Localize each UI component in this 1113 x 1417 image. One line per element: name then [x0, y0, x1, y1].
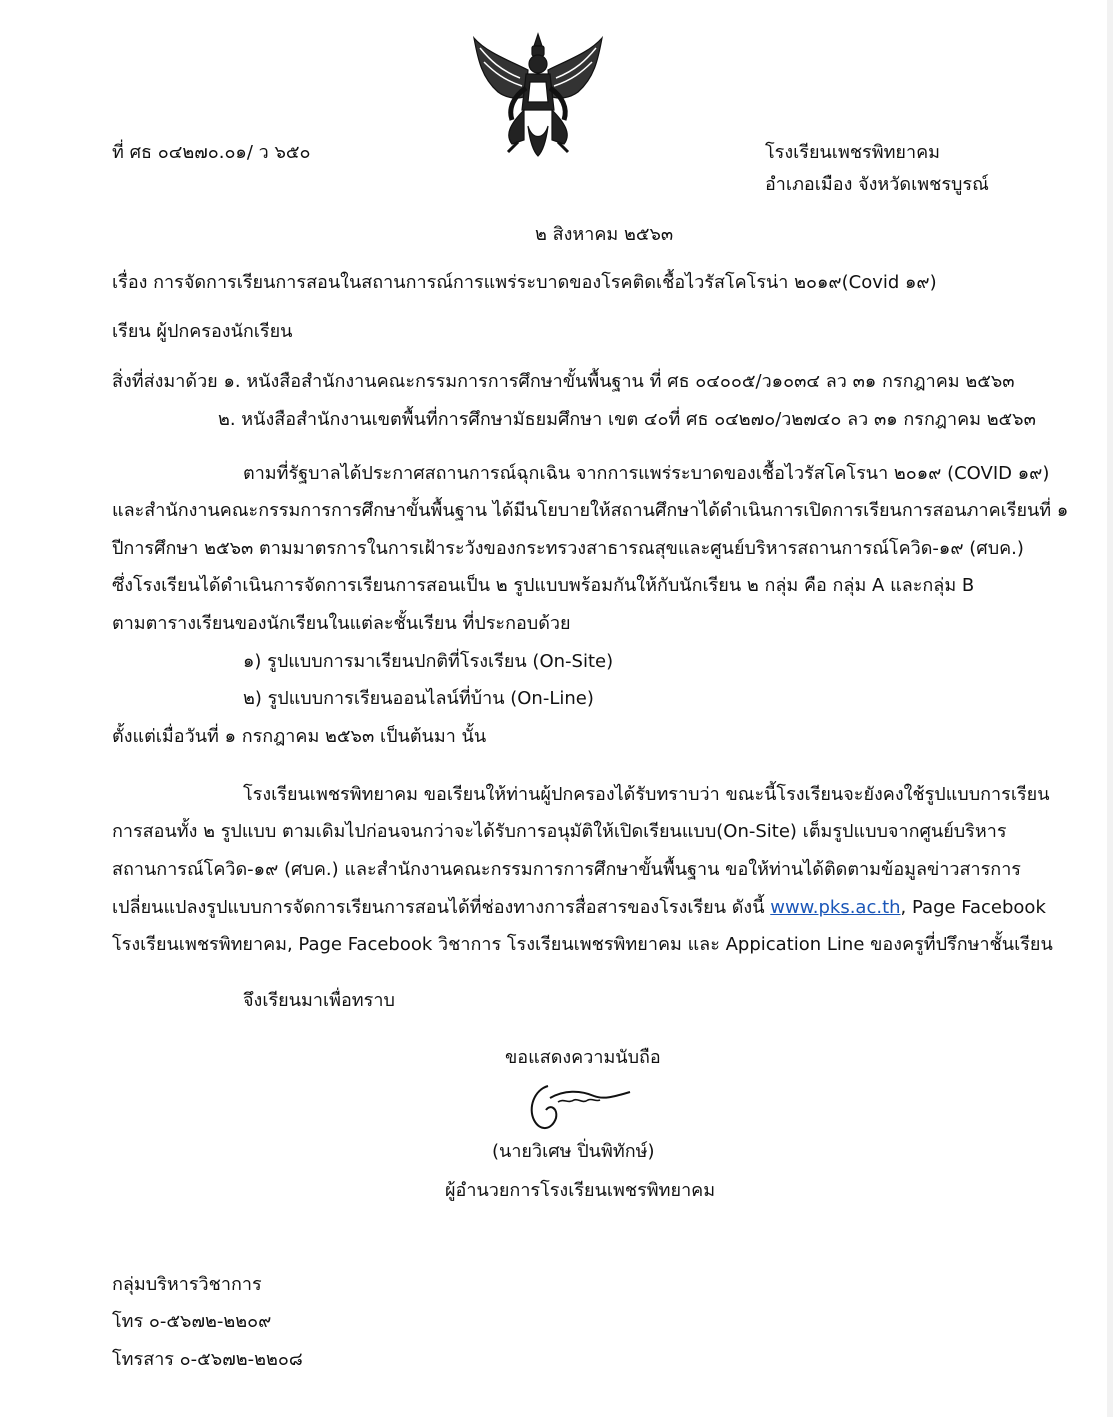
- body1-line-4: ซึ่งโรงเรียนได้ดำเนินการจัดการเรียนการสอนเป็น ๒ รูปแบบพร้อมกันให้กับนักเรียน ๒ กลุ่ม คือ กลุ่ม A และกลุ่ม B: [112, 575, 975, 596]
- enclosure-1: สิ่งที่ส่งมาด้วย ๑. หนังสือสำนักงานคณะกรรมการการศึกษาขั้นพื้นฐาน ที่ ศธ ๐๔๐๐๕/ว๑๐๓๔ ลว ๓๑ กรกฎาคม ๒๕๖๓: [112, 371, 1015, 392]
- regards-line: ขอแสดงความนับถือ: [505, 1047, 661, 1068]
- signer-title: ผู้อำนวยการโรงเรียนเพชรพิทยาคม: [445, 1180, 716, 1201]
- body2-line-5: โรงเรียนเพชรพิทยาคม, Page Facebook วิชาการ โรงเรียนเพชรพิทยาคม และ Appication Line ของครูที่ปรึกษาชั้นเรียน: [112, 934, 1053, 955]
- after-link-text: , Page Facebook: [900, 897, 1046, 918]
- body2-line-3: สถานการณ์โควิด-๑๙ (ศบค.) และสำนักงานคณะกรรมการการศึกษาขั้นพื้นฐาน ขอให้ท่านได้ติดตามข้อมูลข่าวสารการ: [112, 859, 1021, 880]
- footer-fax: โทรสาร ๐-๕๖๗๒-๒๒๐๘: [112, 1349, 303, 1370]
- closing-request: จึงเรียนมาเพื่อทราบ: [243, 990, 395, 1011]
- page-edge-shadow: [1107, 0, 1113, 1417]
- letter-date: ๒ สิงหาคม ๒๕๖๓: [535, 224, 674, 245]
- footer-phone: โทร ๐-๕๖๗๒-๒๒๐๙: [112, 1311, 272, 1332]
- body1-line-2: และสำนักงานคณะกรรมการการศึกษาขั้นพื้นฐาน ได้มีนโยบายให้สถานศึกษาได้ดำเนินการเปิดการเรียนการสอนภาคเรียนที่ ๑: [112, 500, 1069, 521]
- school-website-link[interactable]: www.pks.ac.th: [770, 897, 901, 918]
- subject-line: เรื่อง การจัดการเรียนการสอนในสถานการณ์การแพร่ระบาดของโรคติดเชื้อไวรัสโคโรน่า ๒๐๑๙(Covid ๑๙): [112, 272, 937, 293]
- school-name: โรงเรียนเพชรพิทยาคม: [765, 142, 940, 163]
- signature-mark: [520, 1078, 640, 1138]
- body2-line-4-text: เปลี่ยนแปลงรูปแบบการจัดการเรียนการสอนได้ที่ช่องทางการสื่อสารของโรงเรียน ดังนี้: [112, 897, 771, 918]
- body2-line-1: โรงเรียนเพชรพิทยาคม ขอเรียนให้ท่านผู้ปกครองได้รับทราบว่า ขณะนี้โรงเรียนจะยังคงใช้รูปแบบการเรียน: [243, 784, 1050, 805]
- body2-line-2: การสอนทั้ง ๒ รูปแบบ ตามเดิมไปก่อนจนกว่าจะได้รับการอนุมัติให้เปิดเรียนแบบ(On-Site) เต็มรูปแบบจากศูนย์บริหาร: [112, 821, 1007, 842]
- since-line: ตั้งแต่เมื่อวันที่ ๑ กรกฎาคม ๒๕๖๓ เป็นต้นมา นั้น: [112, 726, 487, 747]
- format-item-2: ๒) รูปแบบการเรียนออนไลน์ที่บ้าน (On-Line): [243, 688, 594, 709]
- format-item-1: ๑) รูปแบบการมาเรียนปกติที่โรงเรียน (On-Site): [243, 651, 614, 672]
- body2-line-4: [112, 896, 1046, 920]
- enclosure-2: ๒. หนังสือสำนักงานเขตพื้นที่การศึกษามัธยมศึกษา เขต ๔๐ที่ ศธ ๐๔๒๗๐/ว๒๗๔๐ ลว ๓๑ กรกฎาคม ๒๕๖๓: [218, 409, 1036, 430]
- body1-line-5: ตามตารางเรียนของนักเรียนในแต่ละชั้นเรียน ที่ประกอบด้วย: [112, 613, 571, 634]
- body1-line-1: ตามที่รัฐบาลได้ประกาศสถานการณ์ฉุกเฉิน จากการแพร่ระบาดของเชื้อไวรัสโคโรนา ๒๐๑๙ (COVID ๑๙): [243, 463, 1050, 484]
- signer-name: (นายวิเศษ ปิ่นพิทักษ์): [492, 1141, 655, 1162]
- recipient-line: เรียน ผู้ปกครองนักเรียน: [112, 321, 293, 342]
- body1-line-3: ปีการศึกษา ๒๕๖๓ ตามมาตรการในการเฝ้าระวังของกระทรวงสาธารณสุขและศูนย์บริหารสถานการณ์โควิด-๑๙ (ศบค.): [112, 538, 1024, 559]
- reference-number: ที่ ศธ ๐๔๒๗๐.๐๑/ ว ๖๕๐: [112, 142, 311, 163]
- school-address: อำเภอเมือง จังหวัดเพชรบูรณ์: [765, 174, 989, 195]
- garuda-emblem-icon: [468, 30, 608, 160]
- footer-department: กลุ่มบริหารวิชาการ: [112, 1274, 262, 1295]
